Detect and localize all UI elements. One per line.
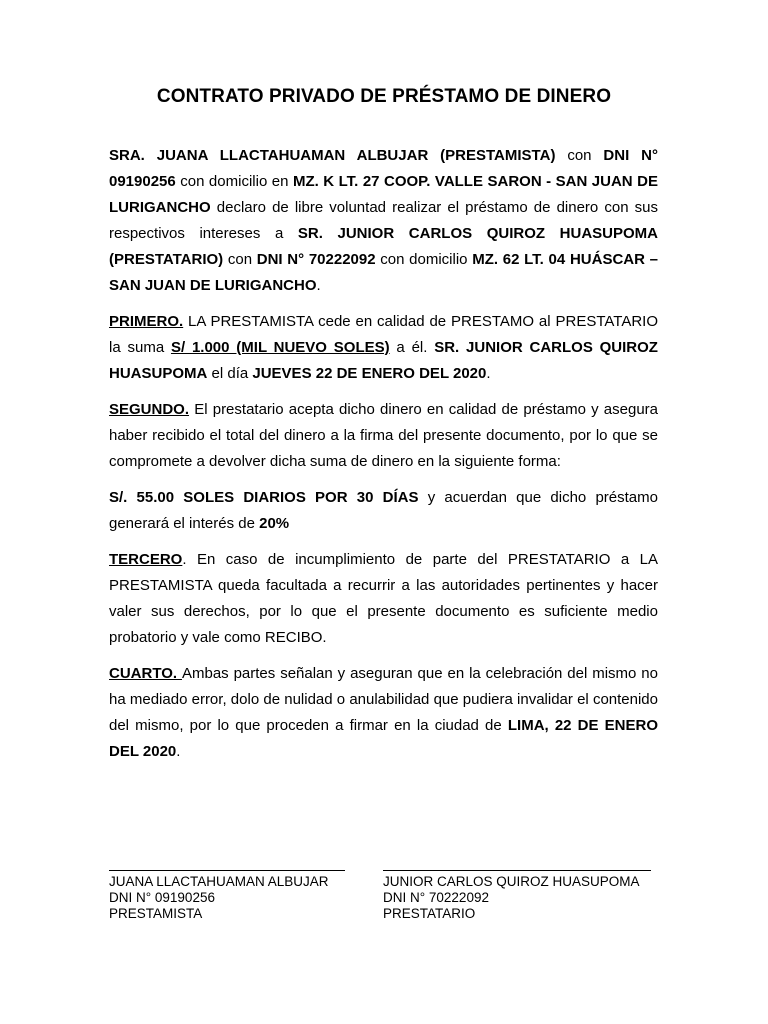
intro-paragraph [109,143,658,299]
primero-text-4: . [486,365,491,382]
clause-cuarto [109,661,658,765]
borrower-dni: DNI N° 70222092 [256,251,376,268]
signature-block-lender [109,870,345,922]
intro-text-5: con domicilio [375,251,473,268]
clause-tercero-heading: TERCERO [109,551,183,568]
payment-schedule: S/. 55.00 SOLES DIARIOS POR 30 DÍAS [109,489,419,506]
loan-amount: S/ 1.000 (MIL NUEVO SOLES) [170,339,390,356]
contract-body [109,143,658,775]
signing-place-date: LIMA, 22 DE ENERO DEL 2020 [109,717,658,760]
primero-borrower: SR. JUNIOR CARLOS QUIROZ HUASUPOMA [109,339,658,382]
lender-address: MZ. K LT. 27 COOP. VALLE SARON - SAN JUAN DE LURIGANCHO [109,173,658,216]
interest-rate: 20% [259,515,290,532]
intro-text-3: declaro de libre voluntad realizar el préstamo de dinero con sus respectivos intereses a [109,199,658,242]
lender-name: SRA. JUANA LLACTAHUAMAN ALBUJAR (PRESTAMISTA) [109,147,556,164]
intro-text-2: con domicilio en [175,173,293,190]
clause-cuarto-heading: CUARTO. [109,665,182,682]
intro-text-4: con [223,251,257,268]
signature-dni: DNI N° 09190256 [109,890,215,905]
primero-text-3: el día [207,365,253,382]
clause-primero-heading: PRIMERO. [109,313,184,330]
cuarto-text-1: Ambas partes señalan y aseguran que en la celebración del mismo no ha mediado error, dolo de nulidad o anulabilidad que pudiera invalidar el contenido del mismo, por lo que proceden a firmar en la ciudad de [109,665,658,734]
intro-text-6: . [316,277,321,294]
clause-segundo-heading: SEGUNDO. [109,401,190,418]
tercero-text: . En caso de incumplimiento de parte del PRESTATARIO a LA PRESTAMISTA queda facultada a recurrir a las autoridades pertinentes y hacer valer sus derechos, por lo que el presente documento es suficiente medio probatorio y vale como RECIBO. [109,551,658,646]
borrower-address: MZ. 62 LT. 04 HUÁSCAR – SAN JUAN DE LURIGANCHO [109,251,658,294]
cuarto-text-2: . [176,743,181,760]
signature-name: JUANA LLACTAHUAMAN ALBUJAR [109,874,329,889]
clause-segundo [109,397,658,475]
lender-dni: DNI N° 09190256 [109,147,658,190]
signature-role: PRESTATARIO [383,906,476,921]
primero-text-2: a él. [389,339,435,356]
primero-text-1: LA PRESTAMISTA cede en calidad de PRESTAMO al PRESTATARIO la suma [109,313,658,356]
borrower-name: SR. JUNIOR CARLOS QUIROZ HUASUPOMA (PRESTATARIO) [109,225,658,268]
segundo-text: El prestatario acepta dicho dinero en calidad de préstamo y asegura haber recibido el total del dinero a la firma del presente documento, por lo que se compromete a devolver dicha suma de dinero en la siguiente forma: [109,401,658,470]
payment-text: y acuerdan que dicho préstamo generará el interés de [109,489,658,532]
payment-terms [109,485,658,537]
signature-dni: DNI N° 70222092 [383,890,489,905]
clause-primero [109,309,658,387]
intro-text-1: con [555,147,604,164]
loan-date: JUEVES 22 DE ENERO DEL 2020 [252,365,487,382]
signature-block-borrower [383,870,651,922]
document-title: CONTRATO PRIVADO DE PRÉSTAMO DE DINERO [156,86,612,107]
signature-role: PRESTAMISTA [109,906,203,921]
clause-tercero [109,547,658,651]
signature-name: JUNIOR CARLOS QUIROZ HUASUPOMA [383,874,640,889]
